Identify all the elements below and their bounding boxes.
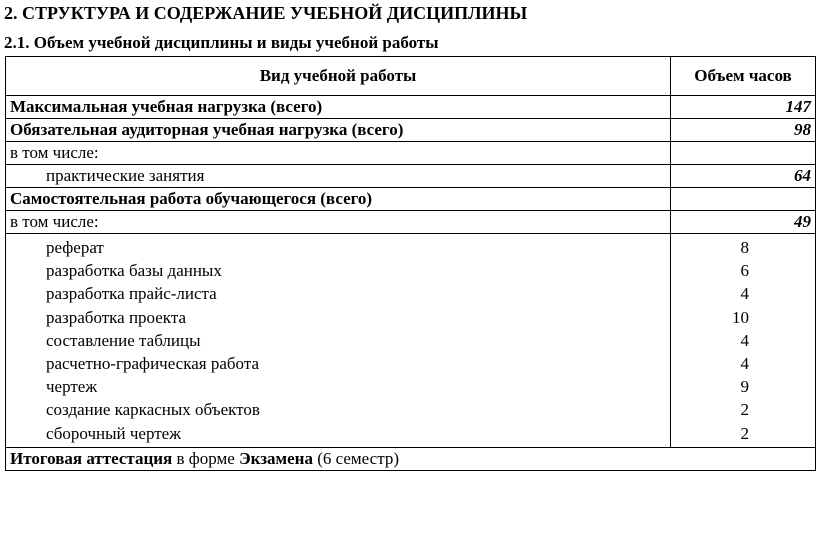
final-attestation-row (6, 447, 816, 470)
final-attestation-label: Итоговая аттестация (10, 448, 173, 468)
subsection-title: 2.1. Объем учебной дисциплины и виды учебной работы (4, 33, 439, 52)
section-title: 2. СТРУКТУРА И СОДЕРЖАНИЕ УЧЕБНОЙ ДИСЦИПЛИНЫ (4, 3, 528, 23)
list-item: разработка прайс-листа (46, 284, 217, 304)
list-item: чертеж (46, 377, 98, 397)
workload-table (5, 56, 816, 471)
table-row (6, 211, 816, 234)
row-value (671, 142, 816, 165)
list-item-value: 2 (740, 423, 749, 443)
row-value: 147 (671, 96, 816, 119)
row-value: 49 (671, 211, 816, 234)
subitem-values (671, 234, 816, 448)
list-item: разработка базы данных (46, 261, 222, 281)
row-value: 98 (671, 119, 816, 142)
row-label: в том числе: (6, 211, 671, 234)
row-label: Максимальная учебная нагрузка (всего) (6, 96, 671, 119)
row-value: 64 (671, 165, 816, 188)
final-attestation-exam: Экзамена (239, 448, 313, 468)
table-row (6, 119, 816, 142)
row-label: практические занятия (6, 165, 671, 188)
list-item-value: 4 (740, 353, 749, 373)
row-value (671, 188, 816, 211)
table-row (6, 96, 816, 119)
list-item: сборочный чертеж (46, 423, 181, 443)
table-row (6, 142, 816, 165)
table-header-row (6, 57, 816, 96)
final-attestation-cell (6, 447, 816, 470)
table-row-subitems (6, 234, 816, 448)
list-item-value: 4 (740, 330, 749, 350)
row-label: в том числе: (6, 142, 671, 165)
table-row (6, 165, 816, 188)
header-hours: Объем часов (671, 57, 816, 96)
list-item-value: 2 (740, 400, 749, 420)
header-work-type: Вид учебной работы (6, 57, 671, 96)
list-item-value: 8 (740, 238, 749, 257)
final-attestation-semester: (6 семестр) (312, 448, 399, 468)
list-item: разработка проекта (46, 307, 187, 327)
list-item: расчетно-графическая работа (46, 353, 259, 373)
list-item-value: 9 (740, 377, 749, 397)
list-item-value: 4 (740, 284, 749, 304)
row-label: Самостоятельная работа обучающегося (всего) (6, 188, 671, 211)
list-item-value: 10 (732, 307, 749, 327)
list-item-value: 6 (740, 261, 749, 281)
subitem-labels (6, 234, 671, 448)
row-label: Обязательная аудиторная учебная нагрузка (всего) (6, 119, 671, 142)
list-item: реферат (46, 238, 104, 257)
list-item: создание каркасных объектов (46, 400, 260, 420)
table-row (6, 188, 816, 211)
list-item: составление таблицы (46, 330, 201, 350)
final-attestation-text: в форме (172, 448, 240, 468)
